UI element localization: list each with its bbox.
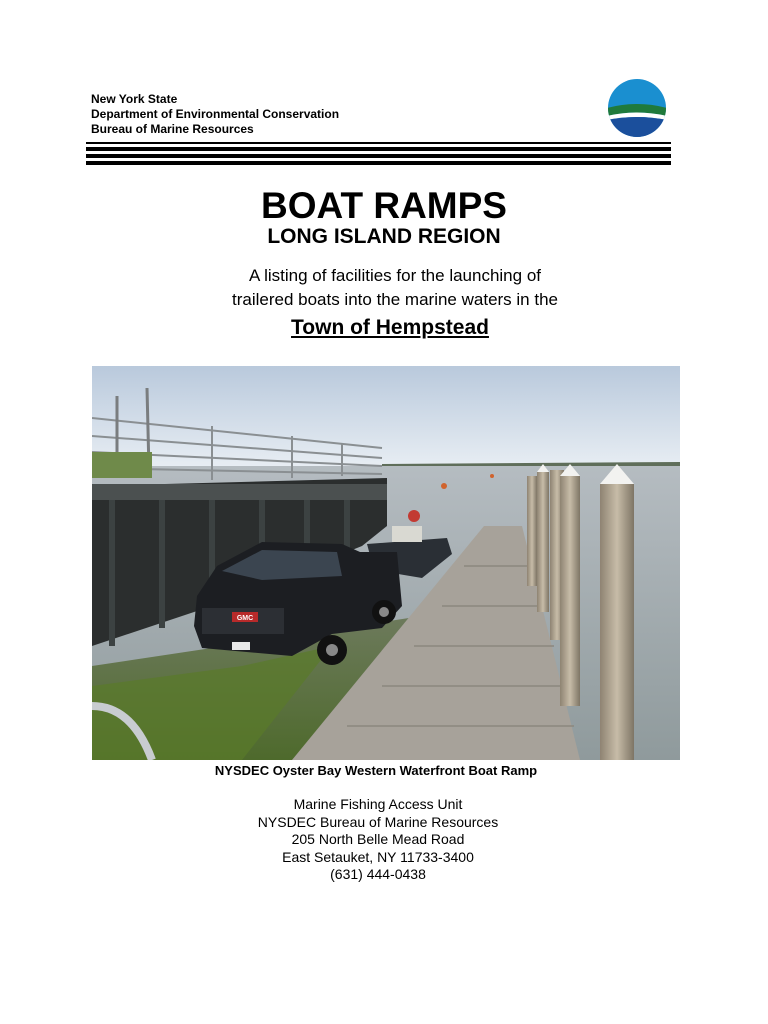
boat-ramp-photo (92, 366, 680, 760)
contact-unit: Marine Fishing Access Unit (293, 796, 463, 812)
header-rule-3 (86, 161, 671, 165)
shrubs (92, 452, 152, 478)
boat-console (392, 526, 422, 542)
contact-city: East Setauket, NY 11733-3400 (282, 848, 474, 865)
page-title: BOAT RAMPS (261, 185, 507, 226)
photo-caption: NYSDEC Oyster Bay Western Waterfront Boat Ramp (214, 763, 538, 778)
header-rule-2 (86, 154, 671, 158)
agency-bureau: Bureau of Marine Resources (91, 122, 254, 136)
agency-state: New York State (91, 92, 178, 106)
town-name: Town of Hempstead (291, 316, 489, 339)
bulkhead-cap (92, 484, 387, 500)
page-subtitle: LONG ISLAND REGION (267, 225, 501, 248)
intro-line-1: A listing of facilities for the launching of (249, 266, 541, 285)
nysdec-logo-icon (607, 78, 667, 138)
photo-illustration (92, 366, 680, 760)
contact-street: 205 North Belle Mead Road (291, 831, 465, 847)
logo-graphic (607, 78, 667, 138)
header-rule-1 (86, 147, 671, 151)
sky (92, 366, 680, 466)
intro-text (0, 264, 768, 312)
contact-block (0, 796, 756, 884)
agency-header (91, 92, 339, 137)
contact-phone: (631) 444-0438 (330, 866, 426, 882)
header-rule-thin (86, 142, 671, 144)
buoy-far (490, 474, 494, 478)
buoy (441, 483, 447, 489)
boater (408, 510, 420, 522)
agency-department: Department of Environmental Conservation (91, 107, 340, 121)
truck-grille-badge: GMC (236, 615, 254, 622)
contact-bureau: NYSDEC Bureau of Marine Resources (257, 813, 499, 830)
intro-line-2: trailered boats into the marine waters in the (231, 290, 558, 309)
